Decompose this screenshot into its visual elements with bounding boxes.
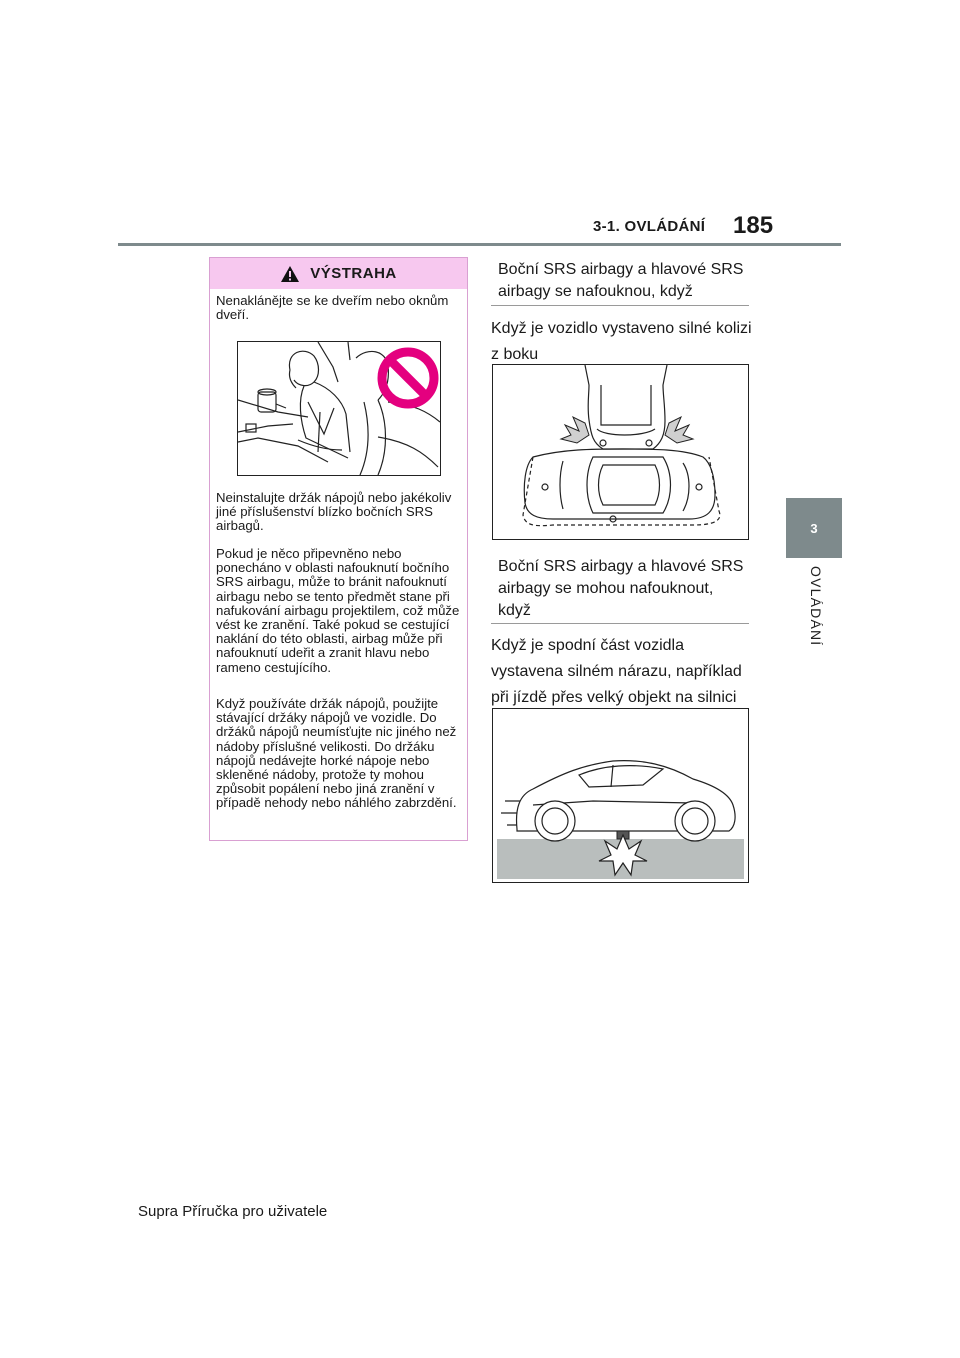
- warning-paragraph-2: Neinstalujte držák nápojů nebo jakékoliv jiné příslušenství blízko bočních SRS airbagů.: [216, 490, 452, 534]
- section-title: 3-1. OVLÁDÁNÍ: [593, 218, 706, 235]
- header-rule: [118, 243, 841, 246]
- leaning-passenger-illustration: [238, 342, 440, 475]
- paragraph-side-collision: Když je vozidlo vystaveno silné kolizi z boku: [491, 320, 752, 363]
- warning-title: VÝSTRAHA: [310, 265, 397, 282]
- side-collision-illustration: [493, 365, 748, 539]
- underbody-impact-figure: [492, 708, 749, 883]
- chapter-tab: [786, 498, 842, 558]
- side-collision-figure: [492, 364, 749, 540]
- warning-triangle-icon: [280, 265, 300, 283]
- paragraph-underbody-impact: Když je spodní část vozidla vystavena silném nárazu, například při jízdě přes velký objekt na silnici: [491, 637, 742, 706]
- chapter-label: OVLÁDÁNÍ: [808, 566, 824, 647]
- chapter-number: 3: [810, 520, 818, 536]
- underbody-impact-illustration: [493, 709, 748, 882]
- warning-illustration: [237, 341, 441, 476]
- warning-box: [209, 257, 468, 841]
- page-number: 185: [733, 212, 774, 239]
- warning-paragraph-1: Nenaklánějte se ke dveřím nebo oknům dveří.: [216, 293, 449, 323]
- warning-header: [210, 258, 467, 289]
- footer-text: Supra Příručka pro uživatele: [138, 1203, 328, 1220]
- warning-paragraph-3: Pokud je něco připevněno nebo ponecháno v oblasti nafouknutí bočního SRS airbagu, může to bránit nafouknutí airbagu nebo se tento předmět stane při nafukování airbagu projektilem, což může vést ke zranění. Také pokud se cestující naklání do této oblasti, airbag může při nafouknutí udeřit a zranit hlavu nebo rameno cestujícího.: [216, 546, 460, 675]
- section-heading-2: Boční SRS airbagy a hlavové SRS airbagy se mohou nafouknout, když: [491, 556, 749, 624]
- section-heading-1: Boční SRS airbagy a hlavové SRS airbagy se nafouknou, když: [491, 259, 749, 306]
- warning-paragraph-4: Když používáte držák nápojů, použijte stávající držáky nápojů ve vozidle. Do držáků nápojů neumísťujte nic jiného než nádoby příslušné velikosti. Do držáku nápojů nedávejte horké nápoje nebo skleněné nádoby, protože ty mohou způsobit popálení nebo jiná zranění v případě nehody nebo náhlého zabrzdění.: [216, 696, 457, 811]
